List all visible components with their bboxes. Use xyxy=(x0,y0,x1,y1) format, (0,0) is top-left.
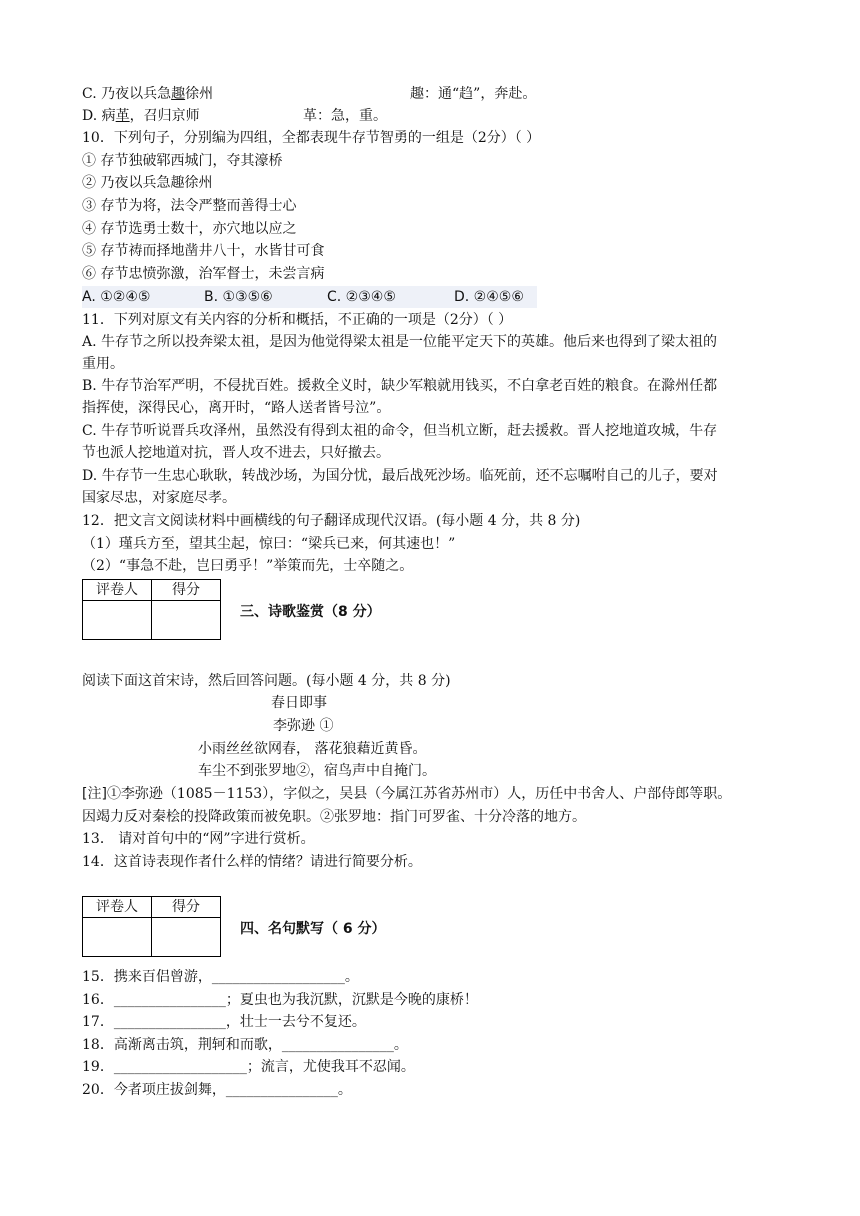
fill-blank-item[interactable]: 16．________________；夏虫也为我沉默，沉默是今晚的康桥！ xyxy=(82,992,478,1008)
q11-line: A. 牛存节之所以投奔梁太祖，是因为他觉得梁太祖是一位能平定天下的英雄。他后来也得到了梁太祖的 xyxy=(82,334,718,350)
q12-item: （2）“事急不赴，岂曰勇乎！”举策而先，士卒随之。 xyxy=(82,558,414,574)
section-3-title: 三、诗歌鉴赏（8 分） xyxy=(240,604,381,620)
option-d-line: D. 病革，召归京师 xyxy=(82,108,200,124)
section-4-title: 四、名句默写（ 6 分） xyxy=(240,921,386,937)
q11-stem: 11．下列对原文有关内容的分析和概括，不正确的一项是（2分）（ ） xyxy=(82,312,513,328)
option-d-note: 革：急，重。 xyxy=(303,108,387,124)
score-header: 得分 xyxy=(152,580,221,601)
poem-note-line: [注]①李弥逊（1085－1153），字似之，吴县（今属江苏省苏州市）人，历任中书舍人、户部侍郎等职。 xyxy=(82,786,732,802)
grader-cell[interactable] xyxy=(83,601,152,640)
poem-title: 春日即事 xyxy=(271,695,327,711)
grader-header: 评卷人 xyxy=(83,580,152,601)
option-c-line: C. 乃夜以兵急趣徐州 xyxy=(82,86,214,102)
q10-item: ⑥ 存节忠愤弥激，治军督士，未尝言病 xyxy=(82,266,325,282)
q11-line: 节也派人挖地道对抗，晋人攻不进去，只好撤去。 xyxy=(82,445,390,461)
poem-note-line: 因竭力反对秦桧的投降政策而被免职。②张罗地：指门可罗雀、十分冷落的地方。 xyxy=(82,809,586,825)
poem-line: 小雨丝丝欲网春， 落花狼藉近黄昏。 xyxy=(198,741,427,757)
score-header: 得分 xyxy=(152,897,221,918)
option-c-note: 趣：通“趋”，奔赴。 xyxy=(410,86,537,102)
q14: 14．这首诗表现作者什么样的情绪？请进行简要分析。 xyxy=(82,854,422,870)
q11-line: B. 牛存节治军严明，不侵扰百姓。援救全义时，缺少军粮就用钱买，不白拿老百姓的粮食。在滁州任都 xyxy=(82,378,718,394)
poem-author: 李弥逊 ① xyxy=(273,718,334,734)
q10-options xyxy=(82,286,537,308)
q10-item: ① 存节独破郓西城门，夺其濠桥 xyxy=(82,153,283,169)
q12-item: （1）瑾兵方至，望其尘起，惊曰：“梁兵已来，何其速也！” xyxy=(82,536,456,552)
q11-line: C. 牛存节听说晋兵攻泽州，虽然没有得到太祖的命令，但当机立断，赶去援救。晋人挖地道攻城，牛存 xyxy=(82,423,718,439)
score-cell[interactable] xyxy=(152,918,221,957)
poem-intro: 阅读下面这首宋诗，然后回答问题。(每小题 4 分，共 8 分) xyxy=(82,673,451,689)
grader-header: 评卷人 xyxy=(83,897,152,918)
q11-line: 重用。 xyxy=(82,356,124,372)
q10-option-a[interactable]: A. ①②④⑤ xyxy=(82,289,151,305)
fill-blank-item[interactable]: 17．________________，壮士一去兮不复还。 xyxy=(82,1014,366,1030)
q10-item: ② 乃夜以兵急趣徐州 xyxy=(82,175,213,191)
score-table xyxy=(82,896,221,957)
underlined-word: 革 xyxy=(115,108,130,124)
q10-item: ⑤ 存节祷而择地凿井八十，水皆甘可食 xyxy=(82,243,325,259)
q10-option-d[interactable]: D. ②④⑤⑥ xyxy=(454,289,524,305)
underlined-word: 趣 xyxy=(171,86,186,102)
fill-blank-item[interactable]: 15．携来百侣曾游，___________________。 xyxy=(82,969,359,985)
q10-option-c[interactable]: C. ②③④⑤ xyxy=(327,289,396,305)
note-tag: [注] xyxy=(82,786,107,802)
q10-option-b[interactable]: B. ①③⑤⑥ xyxy=(204,289,273,305)
grader-cell[interactable] xyxy=(83,918,152,957)
score-table xyxy=(82,579,221,640)
q13: 13． 请对首句中的“网”字进行赏析。 xyxy=(82,831,315,847)
fill-blank-item[interactable]: 20．今者项庄拔剑舞，________________。 xyxy=(82,1082,352,1098)
q10-stem: 10．下列句子，分别编为四组，全都表现牛存节智勇的一组是（2分）（ ） xyxy=(82,130,541,146)
poem-line: 车尘不到张罗地②，宿鸟声中自掩门。 xyxy=(198,763,436,779)
fill-blank-item[interactable]: 19．___________________；流言，尤使我耳不忍闻。 xyxy=(82,1059,415,1075)
q11-line: D. 牛存节一生忠心耿耿，转战沙场，为国分忧，最后战死沙场。临死前，还不忘嘱咐自己的儿子，要对 xyxy=(82,468,718,484)
score-cell[interactable] xyxy=(152,601,221,640)
q10-item: ④ 存节选勇士数十，亦穴地以应之 xyxy=(82,221,297,237)
fill-blank-item[interactable]: 18．高渐离击筑，荆轲和而歌，________________。 xyxy=(82,1037,408,1053)
q11-line: 指挥使，深得民心，离开时，“路人送者皆号泣”。 xyxy=(82,400,391,416)
q11-line: 国家尽忠，对家庭尽孝。 xyxy=(82,490,236,506)
q10-item: ③ 存节为将，法令严整而善得士心 xyxy=(82,198,297,214)
q12-stem: 12．把文言文阅读材料中画横线的句子翻译成现代汉语。(每小题 4 分，共 8 分) xyxy=(82,513,581,529)
